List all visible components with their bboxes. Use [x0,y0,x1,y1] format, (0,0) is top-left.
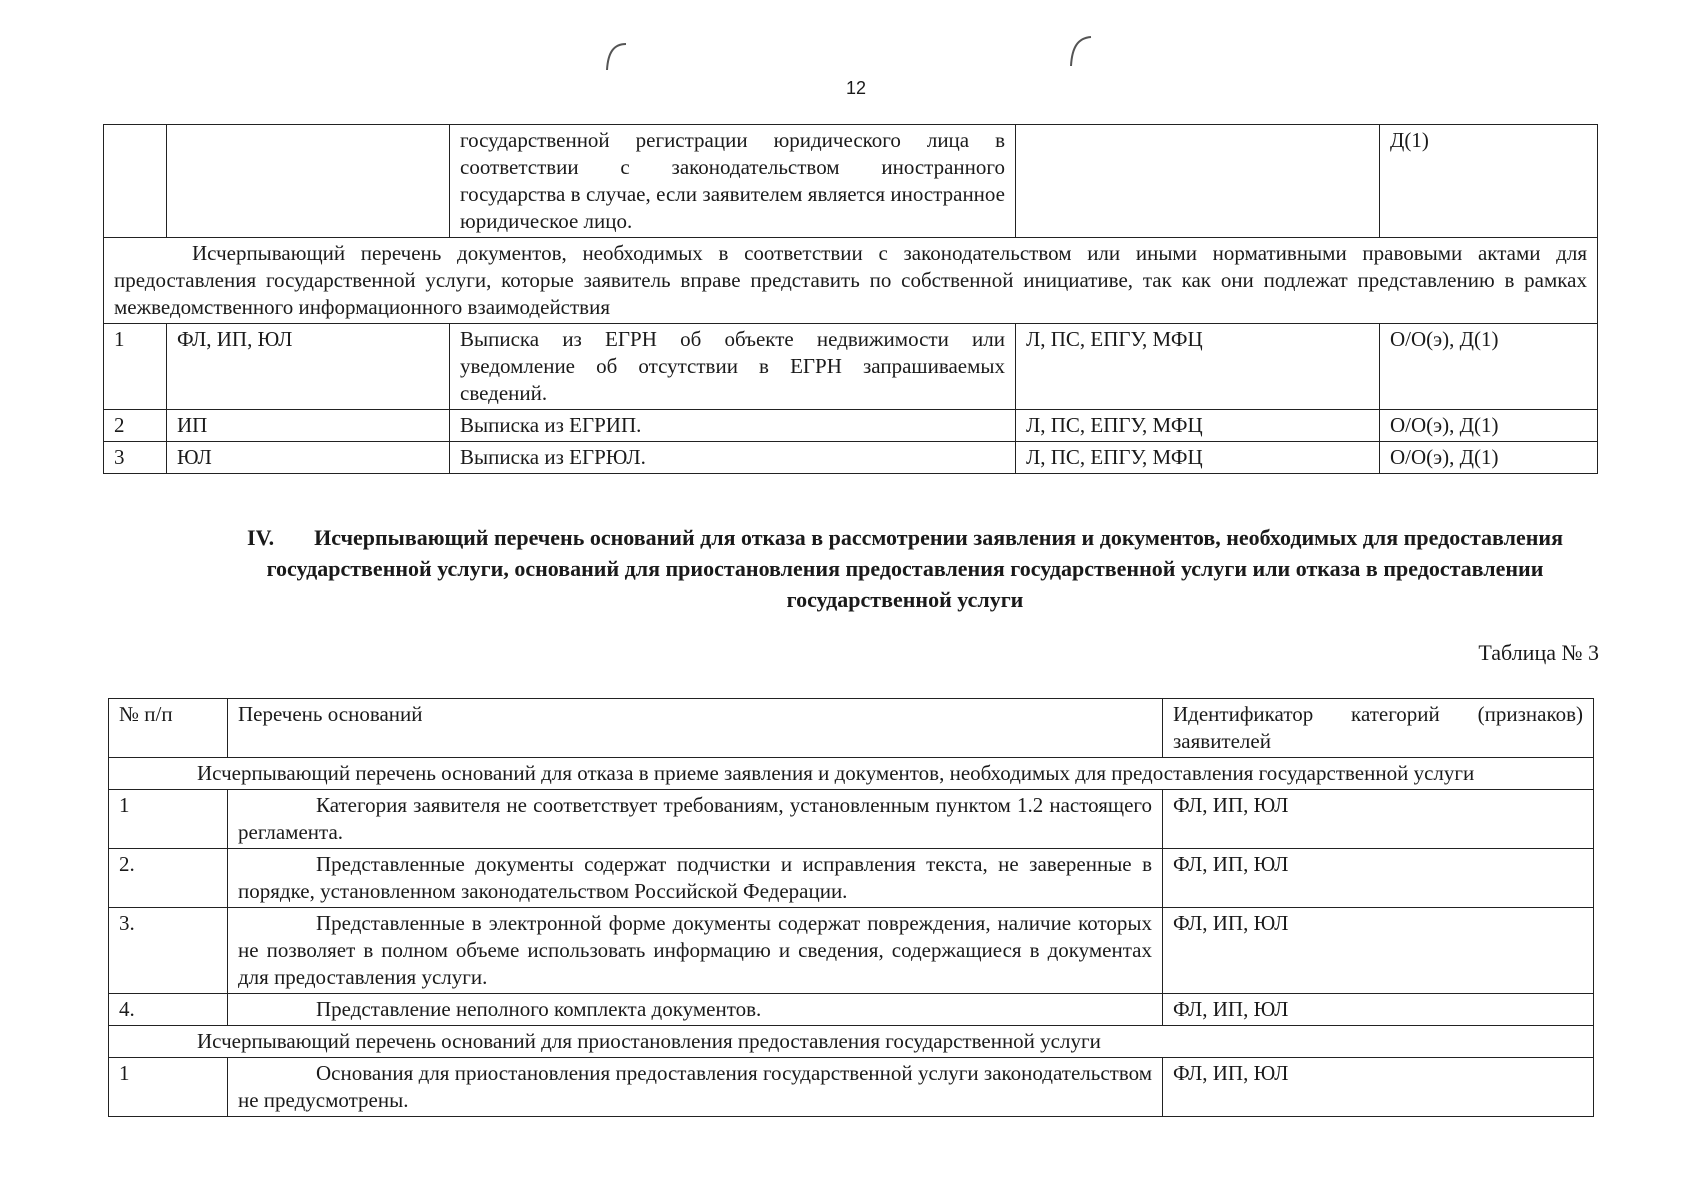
document-name: Выписка из ЕГРН об объекте недвижимости или уведомление об отсутствии в ЕГРН запрашиваемых сведений. [450,324,1016,410]
page-number: 12 [845,78,867,98]
table-row [104,125,1598,238]
applicant-category: ФЛ, ИП, ЮЛ [167,324,450,410]
ground-text: Основания для приостановления предоставления государственной услуги законодательством не предусмотрены. [228,1058,1163,1117]
row-number: 1 [109,1058,228,1117]
header-grounds: Перечень оснований [228,699,1163,758]
section-row [104,238,1598,324]
section-number: IV. [247,525,275,550]
submission-method [1016,125,1380,238]
section-text: Исчерпывающий перечень документов, необходимых в соответствии с законодательством или иными нормативными правовыми актами для предоставления государственной услуги, которые заявитель вправе представить по собственной инициативе, так как они подлежат представлению в рамках межведомственного информационного взаимодействия [104,238,1598,324]
refusal-grounds-table [108,698,1594,1117]
applicant-category [167,125,450,238]
document-form: О/О(э), Д(1) [1380,410,1598,442]
group-row [109,758,1594,790]
ground-text: Представленные в электронной форме документы содержат повреждения, наличие которых не позволяет в полном объеме использовать информацию и сведения, содержащиеся в документах для предоставления услуги. [228,908,1163,994]
ground-text: Представленные документы содержат подчистки и исправления текста, не заверенные в порядке, установленном законодательством Российской Федерации. [228,849,1163,908]
table-row [109,790,1594,849]
table-row [109,1058,1594,1117]
applicant-category: ЮЛ [167,442,450,474]
header-row [109,699,1594,758]
document-name: государственной регистрации юридического лица в соответствии с законодательством иностранного государства в случае, если заявителем является иностранное юридическое лицо. [450,125,1016,238]
table-row [104,324,1598,410]
ground-text: Категория заявителя не соответствует требованиям, установленным пунктом 1.2 настоящего регламента. [228,790,1163,849]
table-row [109,849,1594,908]
section-heading [225,522,1585,615]
group-title: Исчерпывающий перечень оснований для приостановления предоставления государственной услуги [109,1026,1594,1058]
row-number: 3 [104,442,167,474]
applicant-identifier: ФЛ, ИП, ЮЛ [1163,994,1594,1026]
applicant-identifier: ФЛ, ИП, ЮЛ [1163,790,1594,849]
submission-method: Л, ПС, ЕПГУ, МФЦ [1016,410,1380,442]
scan-mark-right [1067,34,1093,68]
document-form: Д(1) [1380,125,1598,238]
document-form: О/О(э), Д(1) [1380,442,1598,474]
group-title: Исчерпывающий перечень оснований для отказа в приеме заявления и документов, необходимых для предоставления государственной услуги [109,758,1594,790]
row-number [104,125,167,238]
submission-method: Л, ПС, ЕПГУ, МФЦ [1016,442,1380,474]
row-number: 3. [109,908,228,994]
document-name: Выписка из ЕГРИП. [450,410,1016,442]
applicant-category: ИП [167,410,450,442]
documents-table [103,124,1598,474]
applicant-identifier: ФЛ, ИП, ЮЛ [1163,908,1594,994]
row-number: 1 [109,790,228,849]
scan-mark-left [604,40,630,74]
applicant-identifier: ФЛ, ИП, ЮЛ [1163,1058,1594,1117]
table-row [104,442,1598,474]
table-caption: Таблица № 3 [1478,640,1599,665]
row-number: 1 [104,324,167,410]
group-row [109,1026,1594,1058]
applicant-identifier: ФЛ, ИП, ЮЛ [1163,849,1594,908]
row-number: 2. [109,849,228,908]
row-number: 2 [104,410,167,442]
ground-text: Представление неполного комплекта документов. [228,994,1163,1026]
table-row [109,994,1594,1026]
submission-method: Л, ПС, ЕПГУ, МФЦ [1016,324,1380,410]
table-row [109,908,1594,994]
section-title: Исчерпывающий перечень оснований для отказа в рассмотрении заявления и документов, необходимых для предоставления государственной услуги, оснований для приостановления предоставления государственной услуги или отказа в предоставлении государственной услуги [266,525,1563,612]
document-name: Выписка из ЕГРЮЛ. [450,442,1016,474]
row-number: 4. [109,994,228,1026]
document-form: О/О(э), Д(1) [1380,324,1598,410]
header-number: № п/п [109,699,228,758]
header-identifier: Идентификатор категорий (признаков) заявителей [1163,699,1594,758]
table-row [104,410,1598,442]
